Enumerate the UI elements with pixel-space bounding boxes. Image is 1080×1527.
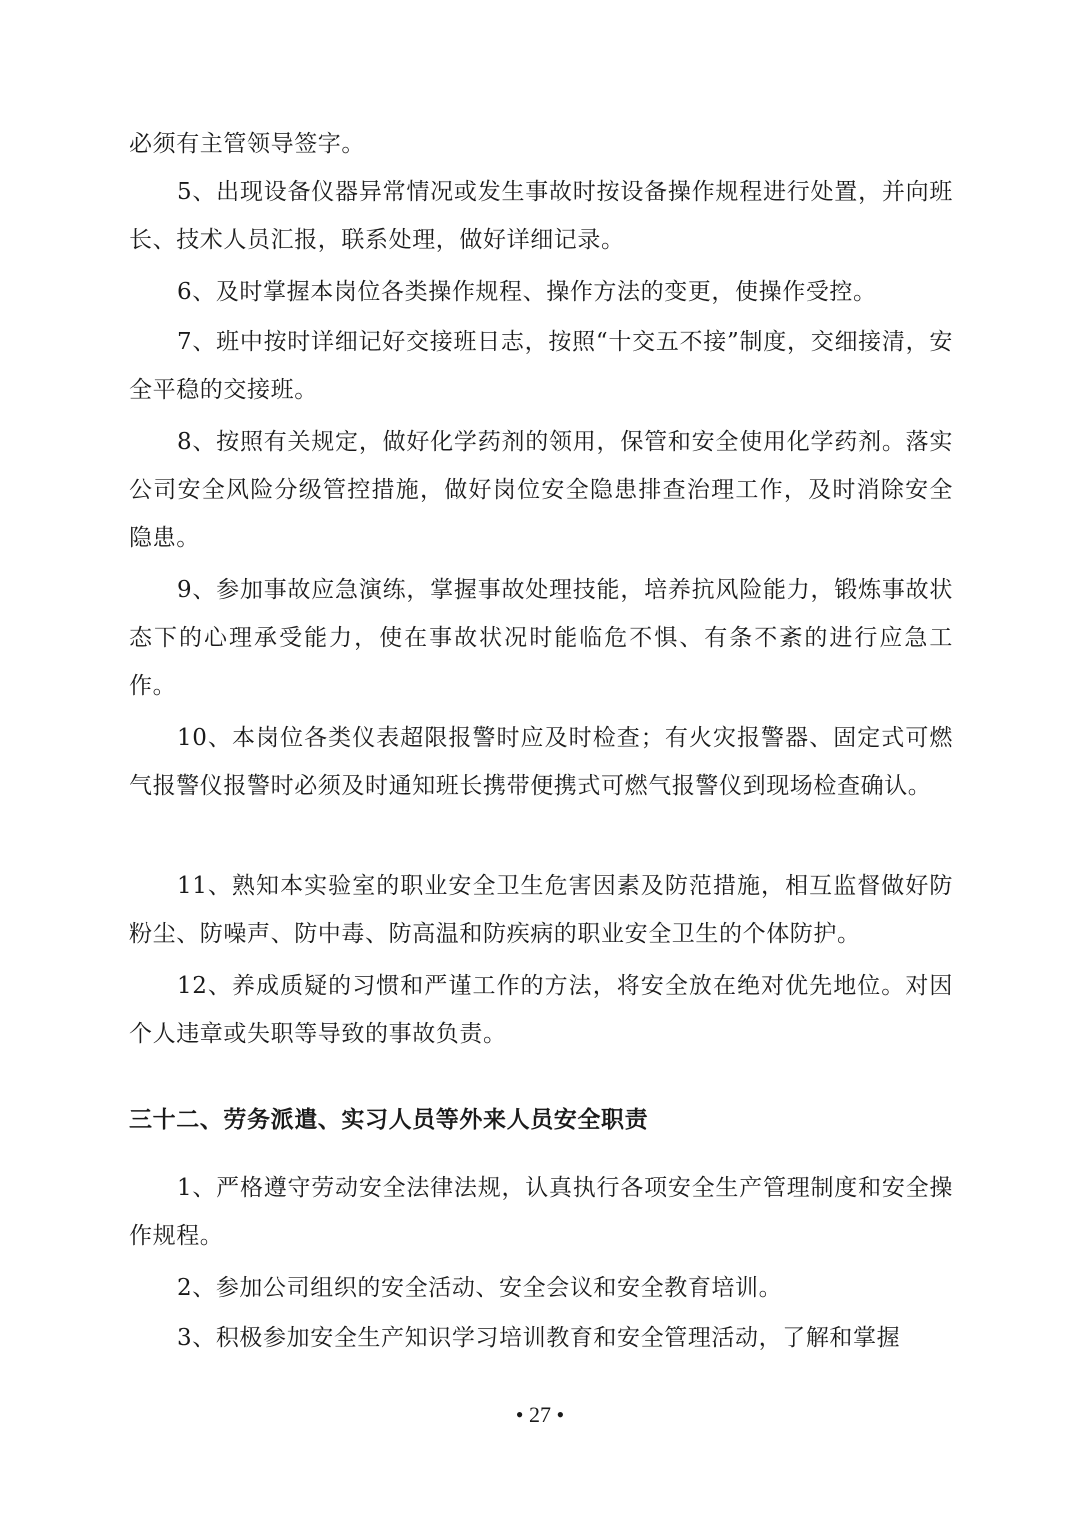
section-heading: 三十二、劳务派遣、实习人员等外来人员安全职责 [129,1106,649,1133]
paragraph-item-11: 11、熟知本实验室的职业安全卫生危害因素及防范措施，相互监督做好防粉尘、防噪声、防中毒、防高温和防疾病的职业安全卫生的个体防护。 [129,873,953,947]
paragraph-item-5: 5、出现设备仪器异常情况或发生事故时按设备操作规程进行处置，并向班长、技术人员汇报，联系处理，做好详细记录。 [129,179,953,253]
section-paragraph-3: 3、积极参加安全生产知识学习培训教育和安全管理活动，了解和掌握 [177,1325,901,1351]
paragraph-item-8: 8、按照有关规定，做好化学药剂的领用，保管和安全使用化学药剂。落实公司安全风险分级管控措施，做好岗位安全隐患排查治理工作，及时消除安全隐患。 [129,429,953,551]
paragraph-item-6: 6、及时掌握本岗位各类操作规程、操作方法的变更，使操作受控。 [177,279,877,305]
section-paragraph-1: 1、严格遵守劳动安全法律法规，认真执行各项安全生产管理制度和安全操作规程。 [129,1175,953,1249]
paragraph-item-10: 10、本岗位各类仪表超限报警时应及时检查；有火灾报警器、固定式可燃气报警仪报警时必须及时通知班长携带便携式可燃气报警仪到现场检查确认。 [129,725,953,799]
paragraph-item-12: 12、养成质疑的习惯和严谨工作的方法，将安全放在绝对优先地位。对因个人违章或失职等导致的事故负责。 [129,973,953,1047]
paragraph-item-9: 9、参加事故应急演练，掌握事故处理技能，培养抗风险能力，锻炼事故状态下的心理承受能力，使在事故状况时能临危不惧、有条不紊的进行应急工作。 [129,577,953,699]
paragraph-continuation: 必须有主管领导签字。 [129,131,365,157]
section-paragraph-2: 2、参加公司组织的安全活动、安全会议和安全教育培训。 [177,1275,783,1301]
page-number: • 27 • [515,1402,565,1427]
paragraph-item-7: 7、班中按时详细记好交接班日志，按照“十交五不接”制度，交细接清，安全平稳的交接班。 [129,329,953,403]
